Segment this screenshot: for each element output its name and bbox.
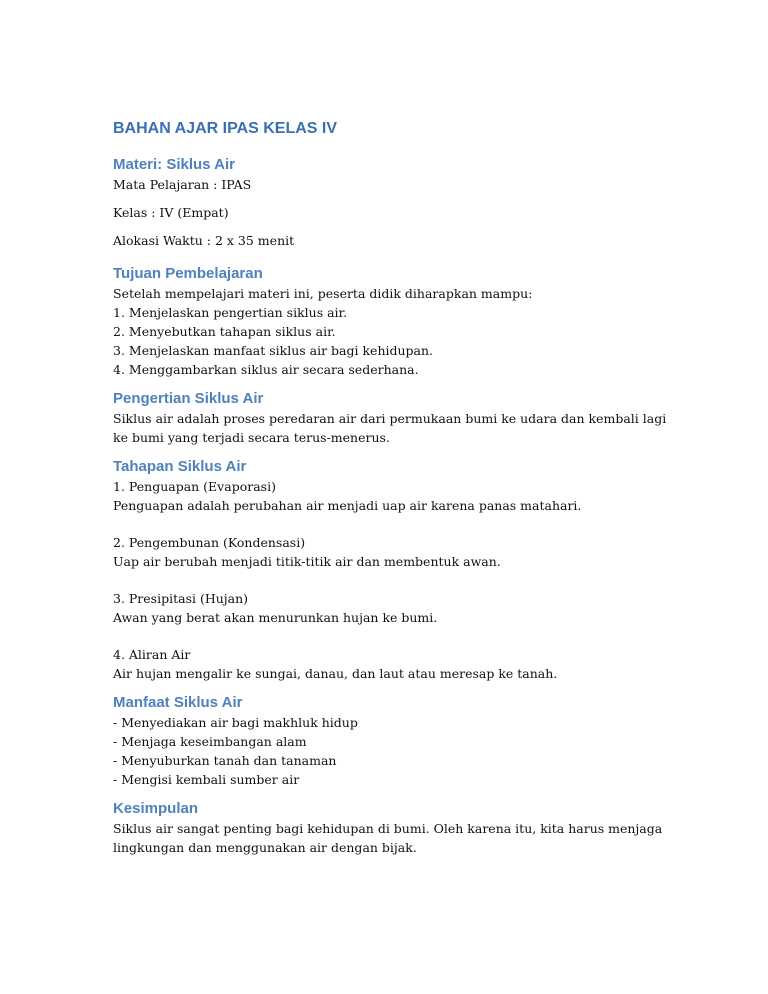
tujuan-intro: Setelah mempelajari materi ini, peserta didik diharapkan mampu: [113,286,533,301]
manfaat-item: - Mengisi kembali sumber air [113,772,300,787]
pengertian-text: Siklus air adalah proses peredaran air dari permukaan bumi ke udara dan kembali lagi ke bumi yang terjadi secara terus-menerus. [113,411,667,445]
tahapan-heading: Tahapan Siklus Air [113,458,247,475]
mapel-line: Mata Pelajaran : IPAS [113,177,252,192]
kelas-line: Kelas : IV (Empat) [113,205,229,220]
tujuan-item: 1. Menjelaskan pengertian siklus air. [113,305,348,320]
step-desc: Uap air berubah menjadi titik-titik air dan membentuk awan. [113,554,501,569]
manfaat-heading: Manfaat Siklus Air [113,694,243,711]
document-title: BAHAN AJAR IPAS KELAS IV [113,120,338,137]
tujuan-item: 2. Menyebutkan tahapan siklus air. [113,324,336,339]
tujuan-item: 3. Menjelaskan manfaat siklus air bagi kehidupan. [113,343,434,358]
step-name: 3. Presipitasi (Hujan) [113,591,249,606]
materi-heading: Materi: Siklus Air [113,156,235,173]
tujuan-heading: Tujuan Pembelajaran [113,265,263,282]
step-desc: Air hujan mengalir ke sungai, danau, dan laut atau meresap ke tanah. [113,666,558,681]
kesimpulan-heading: Kesimpulan [113,800,199,817]
step-name: 1. Penguapan (Evaporasi) [113,479,276,494]
step-name: 2. Pengembunan (Kondensasi) [113,535,306,550]
kesimpulan-text: Siklus air sangat penting bagi kehidupan di bumi. Oleh karena itu, kita harus menjaga lingkungan dan menggunakan air dengan bijak. [113,821,663,855]
pengertian-heading: Pengertian Siklus Air [113,390,264,407]
tujuan-item: 4. Menggambarkan siklus air secara sederhana. [113,362,419,377]
step-name: 4. Aliran Air [113,647,191,662]
alokasi-line: Alokasi Waktu : 2 x 35 menit [113,233,295,248]
document-page [113,118,673,857]
manfaat-item: - Menyediakan air bagi makhluk hidup [113,715,358,730]
step-desc: Awan yang berat akan menurunkan hujan ke bumi. [113,610,438,625]
manfaat-item: - Menjaga keseimbangan alam [113,734,307,749]
manfaat-item: - Menyuburkan tanah dan tanaman [113,753,337,768]
step-desc: Penguapan adalah perubahan air menjadi uap air karena panas matahari. [113,498,582,513]
